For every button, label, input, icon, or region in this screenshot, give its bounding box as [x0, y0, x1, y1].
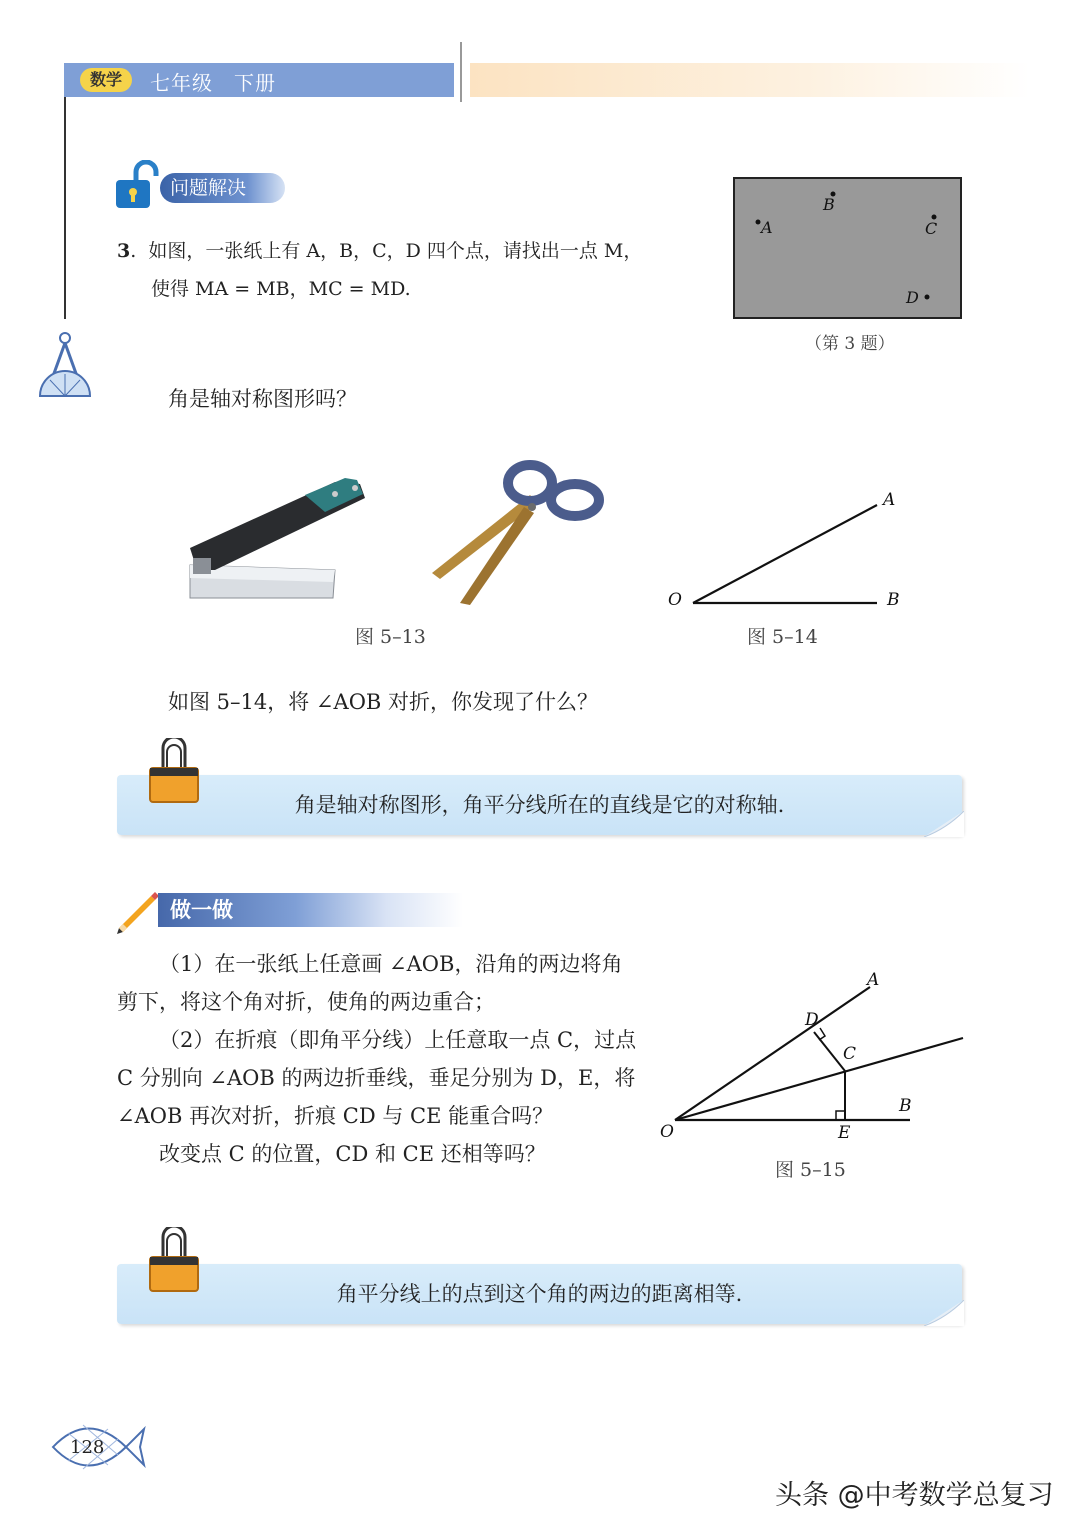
- do-section-text: [117, 945, 642, 1173]
- fig15-label-e: E: [838, 1123, 851, 1143]
- note-box-2: [117, 1264, 962, 1324]
- fig-5-14-caption: 图 5–14: [747, 626, 818, 648]
- compass-protractor-icon: [36, 330, 94, 402]
- point-a-label: A: [761, 218, 773, 237]
- fig15-label-d: D: [805, 1010, 819, 1030]
- point-d-label: D: [906, 288, 919, 307]
- lock-icon: [114, 160, 162, 210]
- note-2-text: 角平分线上的点到这个角的两边的距离相等.: [336, 1282, 743, 1306]
- problem-3-caption: （第 3 题）: [805, 334, 895, 354]
- point-c-label: C: [925, 219, 938, 238]
- header-divider: [460, 42, 462, 102]
- note-1-text: 角是轴对称图形，角平分线所在的直线是它的对称轴.: [294, 793, 785, 817]
- header-decoration: [470, 63, 1030, 97]
- point-d: [925, 295, 930, 300]
- fig14-label-o: O: [668, 590, 682, 610]
- point-a: [756, 220, 761, 225]
- problem-line-2: 使得 MA = MB，MC = MD.: [151, 278, 411, 300]
- do-section-title: 做一做: [158, 893, 463, 927]
- problem-section-title: 问题解决: [160, 173, 285, 203]
- fig-5-15-bisector: [655, 965, 970, 1150]
- do-step-3: 改变点 C 的位置，CD 和 CE 还相等吗？: [159, 1142, 546, 1166]
- problem-3-figure: [733, 177, 962, 319]
- point-b-label: B: [823, 195, 835, 214]
- binder-clip-icon: [146, 738, 202, 806]
- problem-number: 3: [117, 240, 131, 262]
- fig-5-13-caption: 图 5–13: [355, 626, 426, 648]
- fig15-label-o: O: [660, 1122, 674, 1142]
- fig-5-15-caption: 图 5–15: [775, 1159, 846, 1181]
- fig15-label-c: C: [843, 1044, 857, 1064]
- do-step-2: （2）在折痕（即角平分线）上任意取一点 C，过点 C 分别向 ∠AOB 的两边折垂线，垂足分别为 D，E，将 ∠AOB 再次对折，折痕 CD 与 CE 能重合吗？: [117, 1028, 637, 1128]
- do-step-1: （1）在一张纸上任意画 ∠AOB，沿角的两边将角剪下，将这个角对折，使角的两边重合；: [117, 952, 623, 1014]
- page-curl-icon: [924, 811, 964, 837]
- fig14-label-a: A: [883, 490, 896, 510]
- problem-3: 3. 如图，一张纸上有 A，B，C，D 四个点，请找出一点 M， 使得 MA = MB，MC = MD.: [117, 232, 717, 308]
- page-curl-icon: [924, 1300, 964, 1326]
- note-box-1: [117, 775, 962, 835]
- question-axis-symmetry: 角是轴对称图形吗？: [168, 387, 357, 411]
- problem-line-1: 如图，一张纸上有 A，B，C，D 四个点，请找出一点 M，: [148, 240, 643, 262]
- scissors-image: [420, 455, 610, 605]
- page-number: 128: [70, 1437, 105, 1458]
- margin-line: [64, 97, 66, 319]
- fig15-label-a: A: [867, 970, 880, 990]
- subject-badge: 数学: [80, 68, 132, 92]
- fig15-label-b: B: [899, 1096, 912, 1116]
- knife-image: [185, 470, 375, 600]
- question-fold-angle: 如图 5–14，将 ∠AOB 对折，你发现了什么？: [168, 690, 599, 714]
- pencil-icon: [115, 888, 161, 936]
- fig14-label-b: B: [887, 590, 900, 610]
- header-title: 七年级 下册: [150, 71, 276, 95]
- binder-clip-icon: [146, 1227, 202, 1295]
- watermark: 头条 @中考数学总复习: [775, 1480, 1054, 1511]
- fig-5-14-angle: [660, 485, 910, 615]
